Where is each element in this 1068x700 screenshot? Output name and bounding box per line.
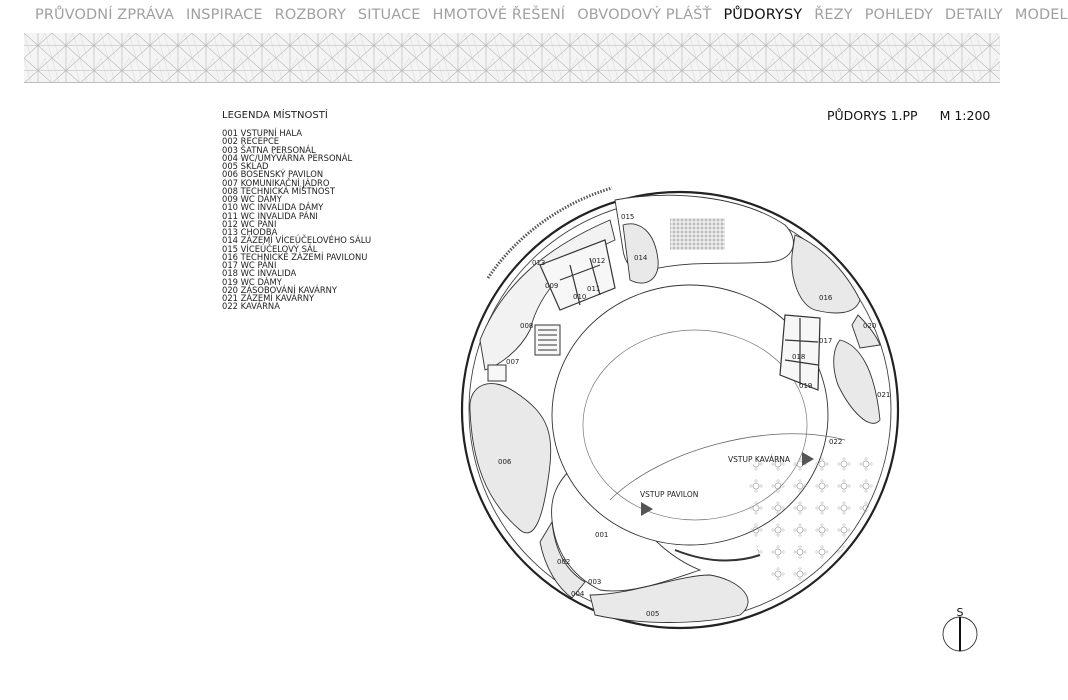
entry-label-pavilon: VSTUP PAVILON bbox=[640, 490, 699, 499]
legend-item: 015 VÍCEÚČELOVÝ SÁL bbox=[222, 243, 318, 254]
room-label-019: 019 bbox=[799, 382, 813, 390]
plan-scale: M 1:200 bbox=[939, 108, 991, 123]
nav-item-10[interactable]: MODEL bbox=[1014, 7, 1068, 23]
room-label-018: 018 bbox=[792, 353, 806, 361]
room-label-009: 009 bbox=[545, 282, 559, 290]
room-label-007: 007 bbox=[506, 358, 520, 366]
compass-label: S bbox=[956, 606, 964, 619]
room-label-012: 012 bbox=[592, 257, 606, 265]
room-legend bbox=[222, 110, 422, 311]
nav-item-7[interactable]: ŘEZY bbox=[814, 7, 853, 23]
legend-item: 006 BOSENSKÝ PAVILON bbox=[222, 169, 324, 180]
decorative-pattern-band bbox=[24, 33, 1000, 83]
nav-item-0[interactable]: PRŮVODNÍ ZPRÁVA bbox=[35, 7, 174, 23]
room-label-017: 017 bbox=[819, 337, 833, 345]
legend-item: 019 WC DÁMY bbox=[222, 276, 282, 287]
legend-list bbox=[222, 129, 422, 311]
plan-title bbox=[827, 108, 990, 123]
nav-item-9[interactable]: DETAILY bbox=[944, 7, 1003, 23]
nav-item-1[interactable]: INSPIRACE bbox=[185, 7, 263, 23]
nav-item-5[interactable]: OBVODOVÝ PLÁŠŤ bbox=[577, 7, 712, 23]
legend-item: 005 SKLAD bbox=[222, 161, 269, 171]
legend-item: 001 VSTUPNÍ HALA bbox=[222, 128, 303, 138]
room-label-022: 022 bbox=[829, 438, 843, 446]
nav-item-3[interactable]: SITUACE bbox=[357, 7, 421, 23]
legend-item: 007 KOMUNIKAČNÍ JÁDRO bbox=[222, 177, 330, 188]
nav-item-4[interactable]: HMOTOVÉ ŘEŠENÍ bbox=[432, 7, 566, 23]
room-label-001: 001 bbox=[595, 531, 609, 539]
legend-item: 002 RECEPCE bbox=[222, 136, 280, 147]
legend-item: 018 WC INVALIDA bbox=[222, 268, 297, 279]
room-label-013: 013 bbox=[532, 259, 546, 267]
room-label-016: 016 bbox=[819, 294, 833, 302]
auditorium-seating bbox=[670, 218, 725, 250]
room-label-006: 006 bbox=[498, 458, 512, 466]
legend-item: 021 ZÁZEMÍ KAVÁRNY bbox=[222, 293, 315, 303]
legend-item: 010 WC INVALIDA DÁMY bbox=[222, 202, 324, 213]
room-label-002: 002 bbox=[557, 558, 571, 566]
legend-item: 009 WC DÁMY bbox=[222, 194, 282, 204]
legend-item: 020 ZÁSOBOVÁNÍ KAVÁRNY bbox=[222, 284, 338, 295]
legend-item: 004 WC/UMÝVÁRNA PERSONÁL bbox=[222, 152, 353, 163]
top-navigation bbox=[35, 7, 1068, 29]
room-label-021: 021 bbox=[877, 391, 891, 399]
legend-item: 013 CHODBA bbox=[222, 227, 278, 237]
legend-item: 016 TECHNICKÉ ZÁZEMÍ PAVILONU bbox=[222, 251, 368, 262]
legend-item: 012 WC PÁNI bbox=[222, 218, 277, 229]
room-label-008: 008 bbox=[520, 322, 534, 330]
room-label-014: 014 bbox=[634, 254, 648, 262]
nav-item-6[interactable]: PŮDORYSY bbox=[723, 7, 803, 23]
nav-item-8[interactable]: POHLEDY bbox=[864, 7, 933, 23]
room-label-005: 005 bbox=[646, 610, 660, 618]
legend-item: 017 WC PÁNI bbox=[222, 260, 277, 270]
plan-name: PŮDORYS 1.PP bbox=[827, 108, 918, 123]
legend-item: 008 TECHNICKÁ MÍSTNOST bbox=[222, 185, 335, 196]
room-label-015: 015 bbox=[621, 213, 635, 221]
entry-label-kavarna: VSTUP KAVÁRNA bbox=[728, 455, 791, 464]
room-label-020: 020 bbox=[863, 322, 877, 330]
room-label-003: 003 bbox=[588, 578, 602, 586]
legend-title: LEGENDA MÍSTNOSTÍ bbox=[222, 110, 328, 121]
room-label-010: 010 bbox=[573, 293, 587, 301]
floor-plan-drawing bbox=[440, 170, 920, 650]
legend-item: 022 KAVÁRNA bbox=[222, 301, 280, 312]
legend-item: 003 ŠATNA PERSONÁL bbox=[222, 144, 316, 155]
nav-item-2[interactable]: ROZBORY bbox=[274, 7, 346, 23]
compass-north-arrow bbox=[937, 607, 983, 653]
room-label-011: 011 bbox=[587, 285, 601, 293]
room-label-004: 004 bbox=[571, 590, 585, 598]
legend-item: 011 WC INVALIDA PÁNI bbox=[222, 210, 318, 221]
legend-item: 014 ZÁZEMÍ VÍCEÚČELOVÉHO SÁLU bbox=[222, 235, 372, 246]
